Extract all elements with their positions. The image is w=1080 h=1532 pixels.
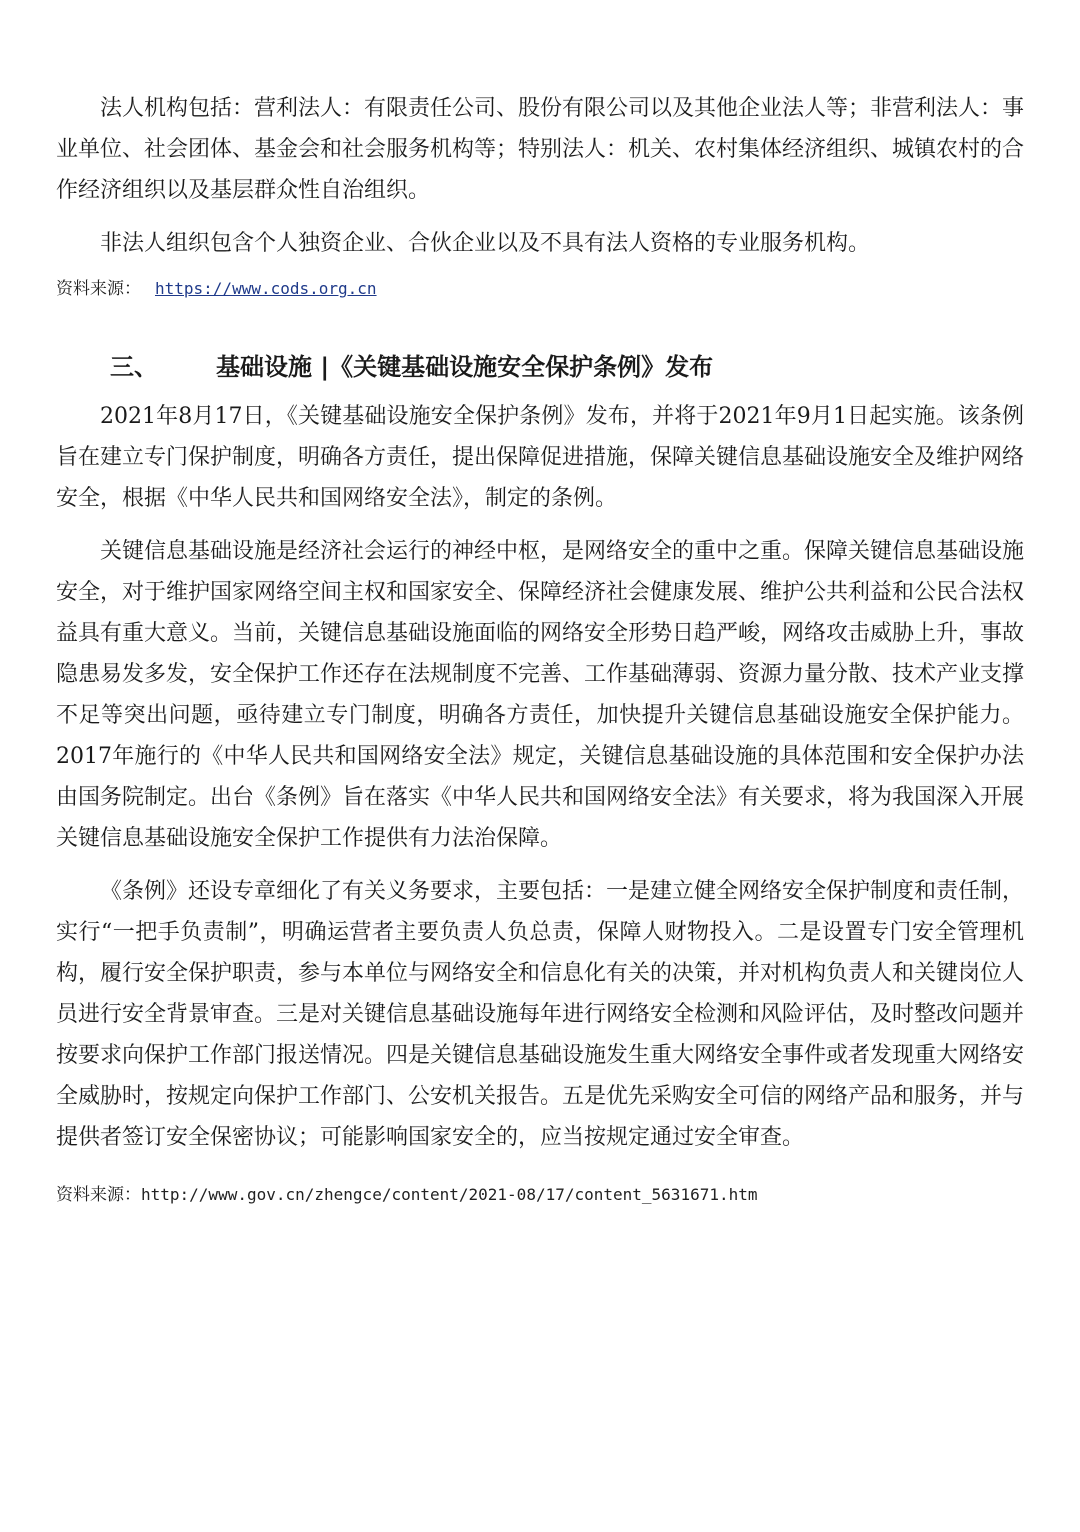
- section-heading: [56, 350, 1024, 384]
- section-title: 基础设施 |《关键基础设施安全保护条例》发布: [216, 353, 714, 381]
- section-number: 三、: [110, 353, 158, 381]
- regulation-release-paragraph: 2021年8月17日，《关键基础设施安全保护条例》发布，并将于2021年9月1日起实施。该条例旨在建立专门保护制度，明确各方责任，提出保障促进措施，保障关键信息基础设施安全及维护网络安全，根据《中华人民共和国网络安全法》，制定的条例。: [56, 404, 1025, 511]
- source-url-2[interactable]: http://www.gov.cn/zhengce/content/2021-08/17/content_5631671.htm: [141, 1185, 758, 1204]
- source-label: 资料来源：: [56, 279, 141, 299]
- obligations-paragraph: 《条例》还设专章细化了有关义务要求，主要包括：一是建立健全网络安全保护制度和责任制，实行“一把手负责制”，明确运营者主要负责人负总责，保障人财物投入。二是设置专门安全管理机构，履行安全保护职责，参与本单位与网络安全和信息化有关的决策，并对机构负责人和关键岗位人员进行安全背景审查。三是对关键信息基础设施每年进行网络安全检测和风险评估，及时整改问题并按要求向保护工作部门报送情况。四是关键信息基础设施发生重大网络安全事件或者发现重大网络安全威胁时，按规定向保护工作部门、公安机关报告。五是优先采购安全可信的网络产品和服务，并与提供者签订安全保密协议；可能影响国家安全的，应当按规定通过安全审查。: [56, 879, 1025, 1150]
- source-link[interactable]: https://www.cods.org.cn: [155, 279, 377, 298]
- infrastructure-importance-paragraph: 关键信息基础设施是经济社会运行的神经中枢，是网络安全的重中之重。保障关键信息基础设施安全，对于维护国家网络空间主权和国家安全、保障经济社会健康发展、维护公共利益和公民合法权益具有重大意义。当前，关键信息基础设施面临的网络安全形势日趋严峻，网络攻击威胁上升，事故隐患易发多发，安全保护工作还存在法规制度不完善、工作基础薄弱、资源力量分散、技术产业支撑不足等突出问题，亟待建立专门制度，明确各方责任，加快提升关键信息基础设施安全保护能力。2017年施行的《中华人民共和国网络安全法》规定，关键信息基础设施的具体范围和安全保护办法由国务院制定。出台《条例》旨在落实《中华人民共和国网络安全法》有关要求，将为我国深入开展关键信息基础设施安全保护工作提供有力法治保障。: [56, 539, 1025, 851]
- source-line-2: [56, 1182, 1024, 1208]
- source-label-2: 资料来源：: [56, 1185, 141, 1205]
- non-legal-entity-paragraph: 非法人组织包含个人独资企业、合伙企业以及不具有法人资格的专业服务机构。: [100, 231, 871, 256]
- source-line: [56, 276, 1024, 302]
- document-page: [56, 88, 1024, 1208]
- legal-entity-paragraph: 法人机构包括：营利法人：有限责任公司、股份有限公司以及其他企业法人等；非营利法人：事业单位、社会团体、基金会和社会服务机构等；特别法人：机关、农村集体经济组织、城镇农村的合作经济组织以及基层群众性自治组织。: [56, 96, 1025, 203]
